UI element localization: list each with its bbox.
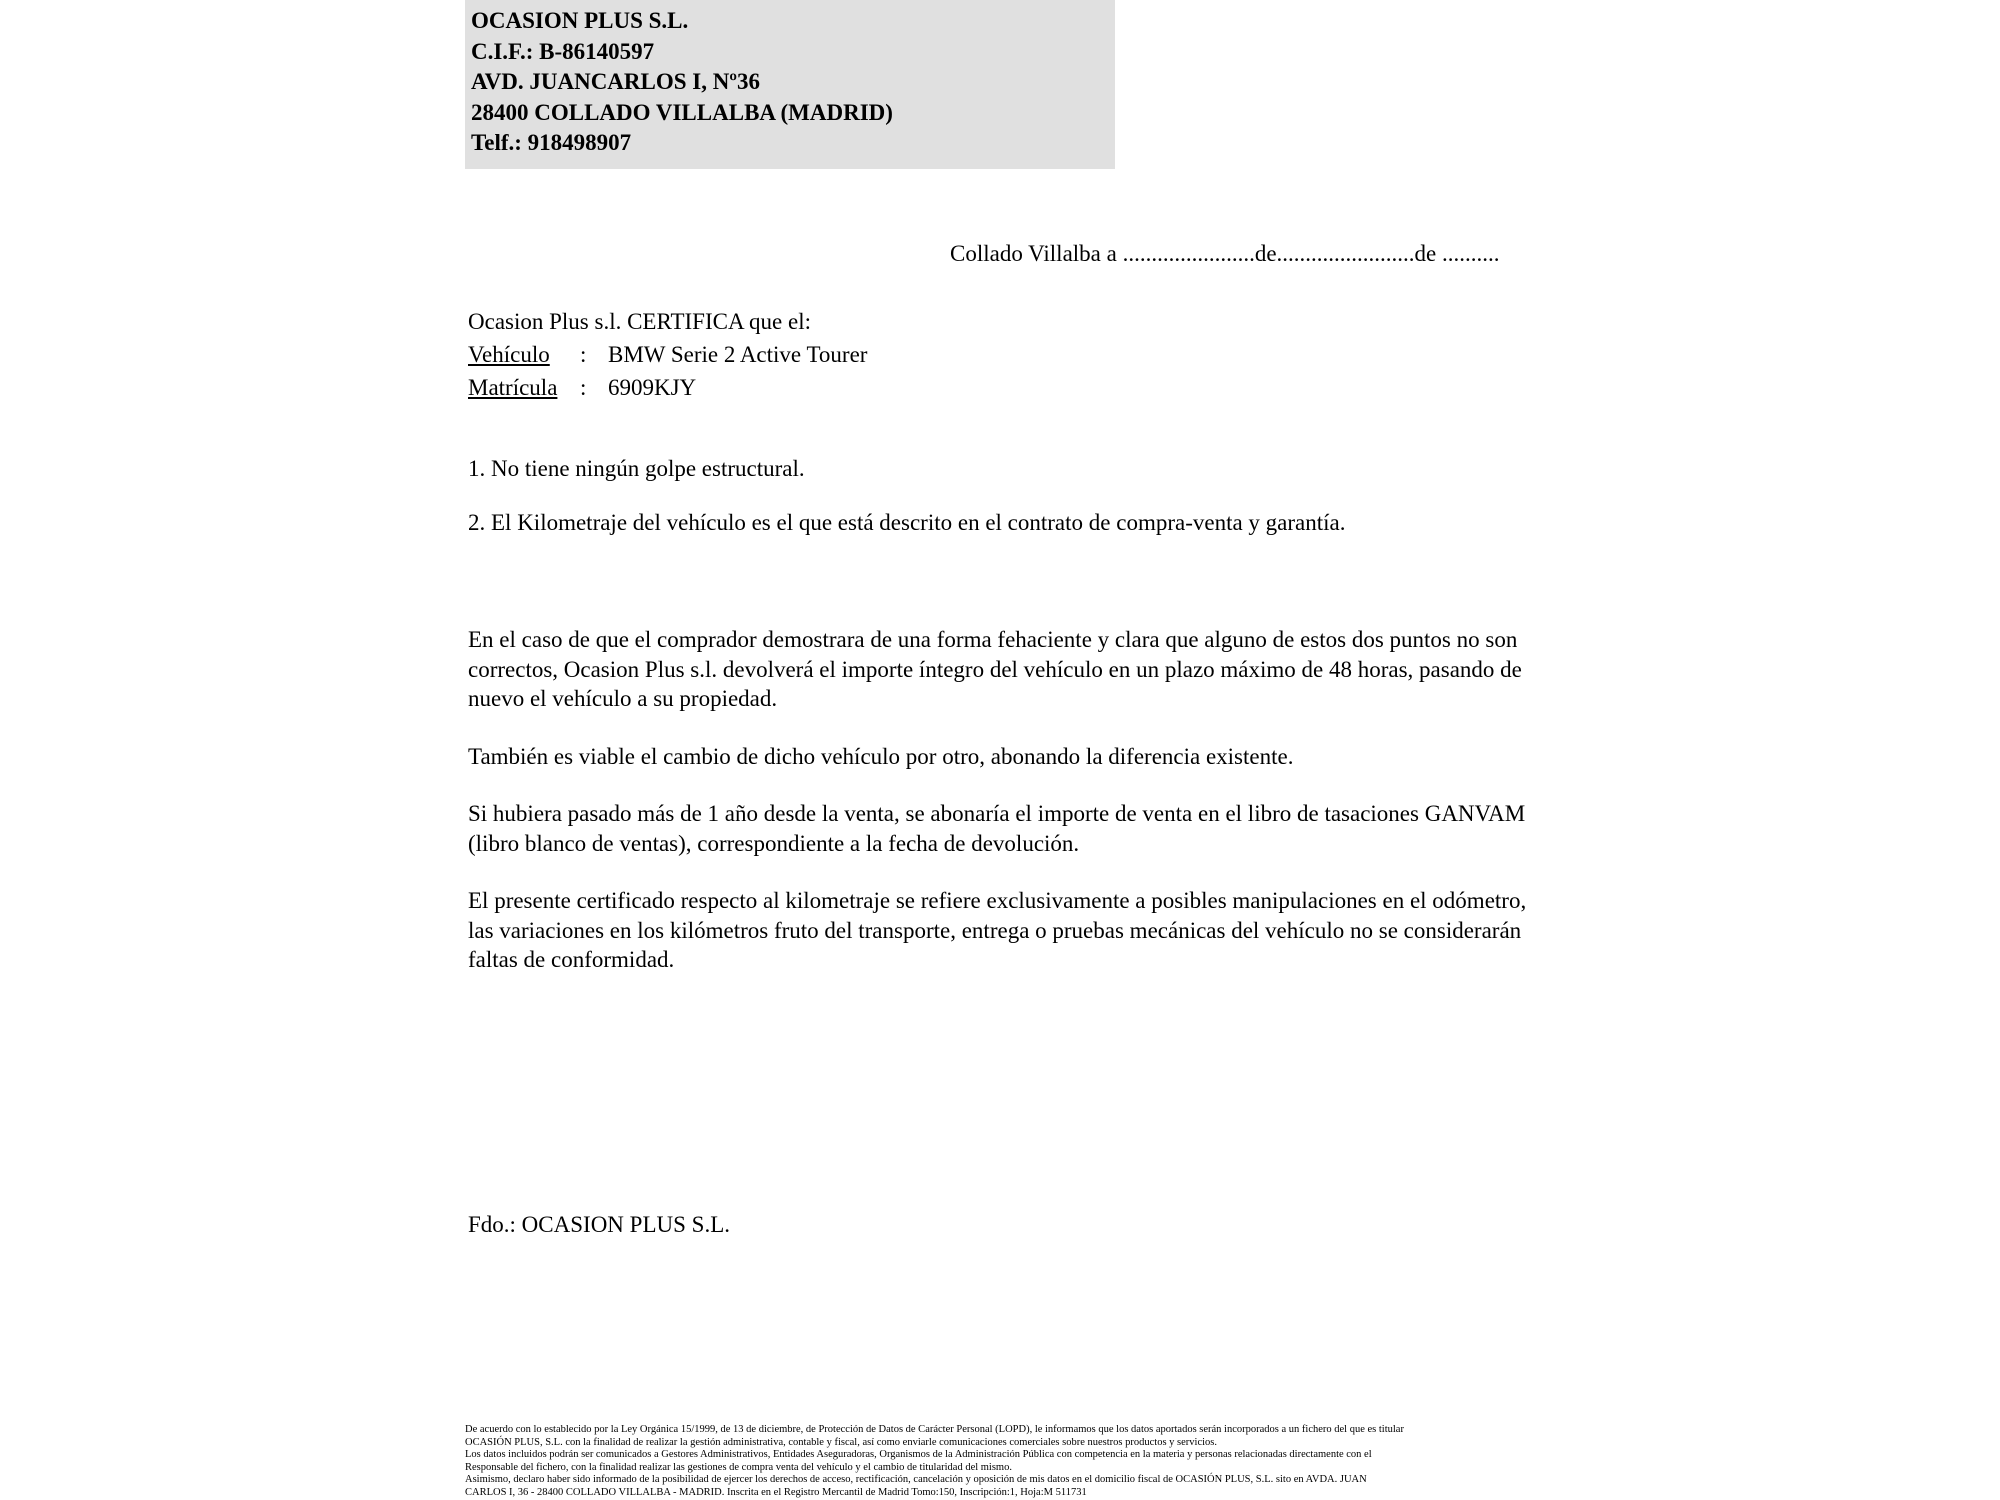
- vehicle-row: [468, 338, 867, 371]
- point-2: 2. El Kilometraje del vehículo es el que está descrito en el contrato de compra-venta y garantía.: [468, 510, 1346, 535]
- letterhead-city: 28400 COLLADO VILLALBA (MADRID): [471, 99, 893, 125]
- legal-block3-line1: Asimismo, declaro haber sido informado de la posibilidad de ejercer los derechos de acceso, rectificación, cancelación y oposición de mis datos en el domicilio fiscal de OCASIÓN PLUS, S.L. sito en AVDA. JUAN: [465, 1474, 1367, 1486]
- point-1: 1. No tiene ningún golpe estructural.: [468, 456, 805, 481]
- certification-intro: Ocasion Plus s.l. CERTIFICA que el:: [468, 309, 811, 334]
- certification-points: [468, 455, 1648, 563]
- certification-block: [468, 305, 867, 404]
- plate-value: 6909KJY: [608, 375, 697, 400]
- legal-block1-line1: De acuerdo con lo establecido por la Ley Orgánica 15/1999, de 13 de diciembre, de Protección de Datos de Carácter Personal (LOPD), le informamos que los datos aportados serán incorporados a un fichero del que es titular: [465, 1424, 1404, 1435]
- paragraph-odometer-scope: El presente certificado respecto al kilometraje se refiere exclusivamente a posibles manipulaciones en el odómetro, las variaciones en los kilómetros fruto del transporte, entrega o pruebas mecánicas del vehículo no se considerarán faltas de conformidad.: [468, 888, 1527, 972]
- plate-label: Matrícula: [468, 375, 558, 400]
- date-line: Collado Villalba a .......................de........................de ..........: [950, 241, 1500, 266]
- plate-separator: :: [580, 375, 587, 400]
- legal-block1-line2: OCASIÓN PLUS, S.L. con la finalidad de realizar la gestión administrativa, contable y fiscal, así como enviarle comunicaciones comerciales sobre nuestros productos y servicios.: [465, 1436, 1217, 1448]
- letterhead-cif: C.I.F.: B-86140597: [471, 38, 655, 64]
- paragraph-refund-conditions: En el caso de que el comprador demostrara de una forma fehaciente y clara que alguno de estos dos puntos no son correctos, Ocasion Plus s.l. devolverá el importe íntegro del vehículo en un plazo máximo de 48 horas, pasando de nuevo el vehículo a su propiedad.: [468, 627, 1522, 711]
- plate-row: [468, 371, 867, 404]
- paragraph-one-year-clause: Si hubiera pasado más de 1 año desde la venta, se abonaría el importe de venta en el libro de tasaciones GANVAM (libro blanco de ventas), correspondiente a la fecha de devolución.: [468, 801, 1526, 856]
- letterhead-phone: Telf.: 918498907: [471, 130, 632, 155]
- legal-block2-line2: Responsable del fichero, con la finalidad realizar las gestiones de compra venta del vehículo y el cambio de titularidad del mismo.: [465, 1461, 1012, 1473]
- letterhead-block: [465, 0, 1115, 169]
- vehicle-separator: :: [580, 342, 587, 367]
- legal-footer: [465, 1424, 1560, 1500]
- vehicle-label: Vehículo: [468, 342, 550, 367]
- vehicle-value: BMW Serie 2 Active Tourer: [608, 342, 868, 367]
- legal-block2-line1: Los datos incluidos podrán ser comunicados a Gestores Administrativos, Entidades Aseguradoras, Organismos de la Administración Pública con competencia en la materia y personas relacionadas directamente con el: [465, 1449, 1372, 1461]
- letterhead-company-name: OCASION PLUS S.L.: [471, 8, 689, 33]
- signature-line: Fdo.: OCASION PLUS S.L.: [468, 1212, 730, 1237]
- legal-block3-line2: CARLOS I, 36 - 28400 COLLADO VILLALBA - MADRID. Inscrita en el Registro Mercantil de Madrid Tomo:150, Inscripción:1, Hoja:M 511731: [465, 1486, 1087, 1498]
- letterhead-address: AVD. JUANCARLOS I, Nº36: [471, 69, 760, 94]
- paragraph-vehicle-exchange: También es viable el cambio de dicho vehículo por otro, abonando la diferencia existente.: [468, 743, 1294, 769]
- body-paragraphs: [468, 625, 1528, 1003]
